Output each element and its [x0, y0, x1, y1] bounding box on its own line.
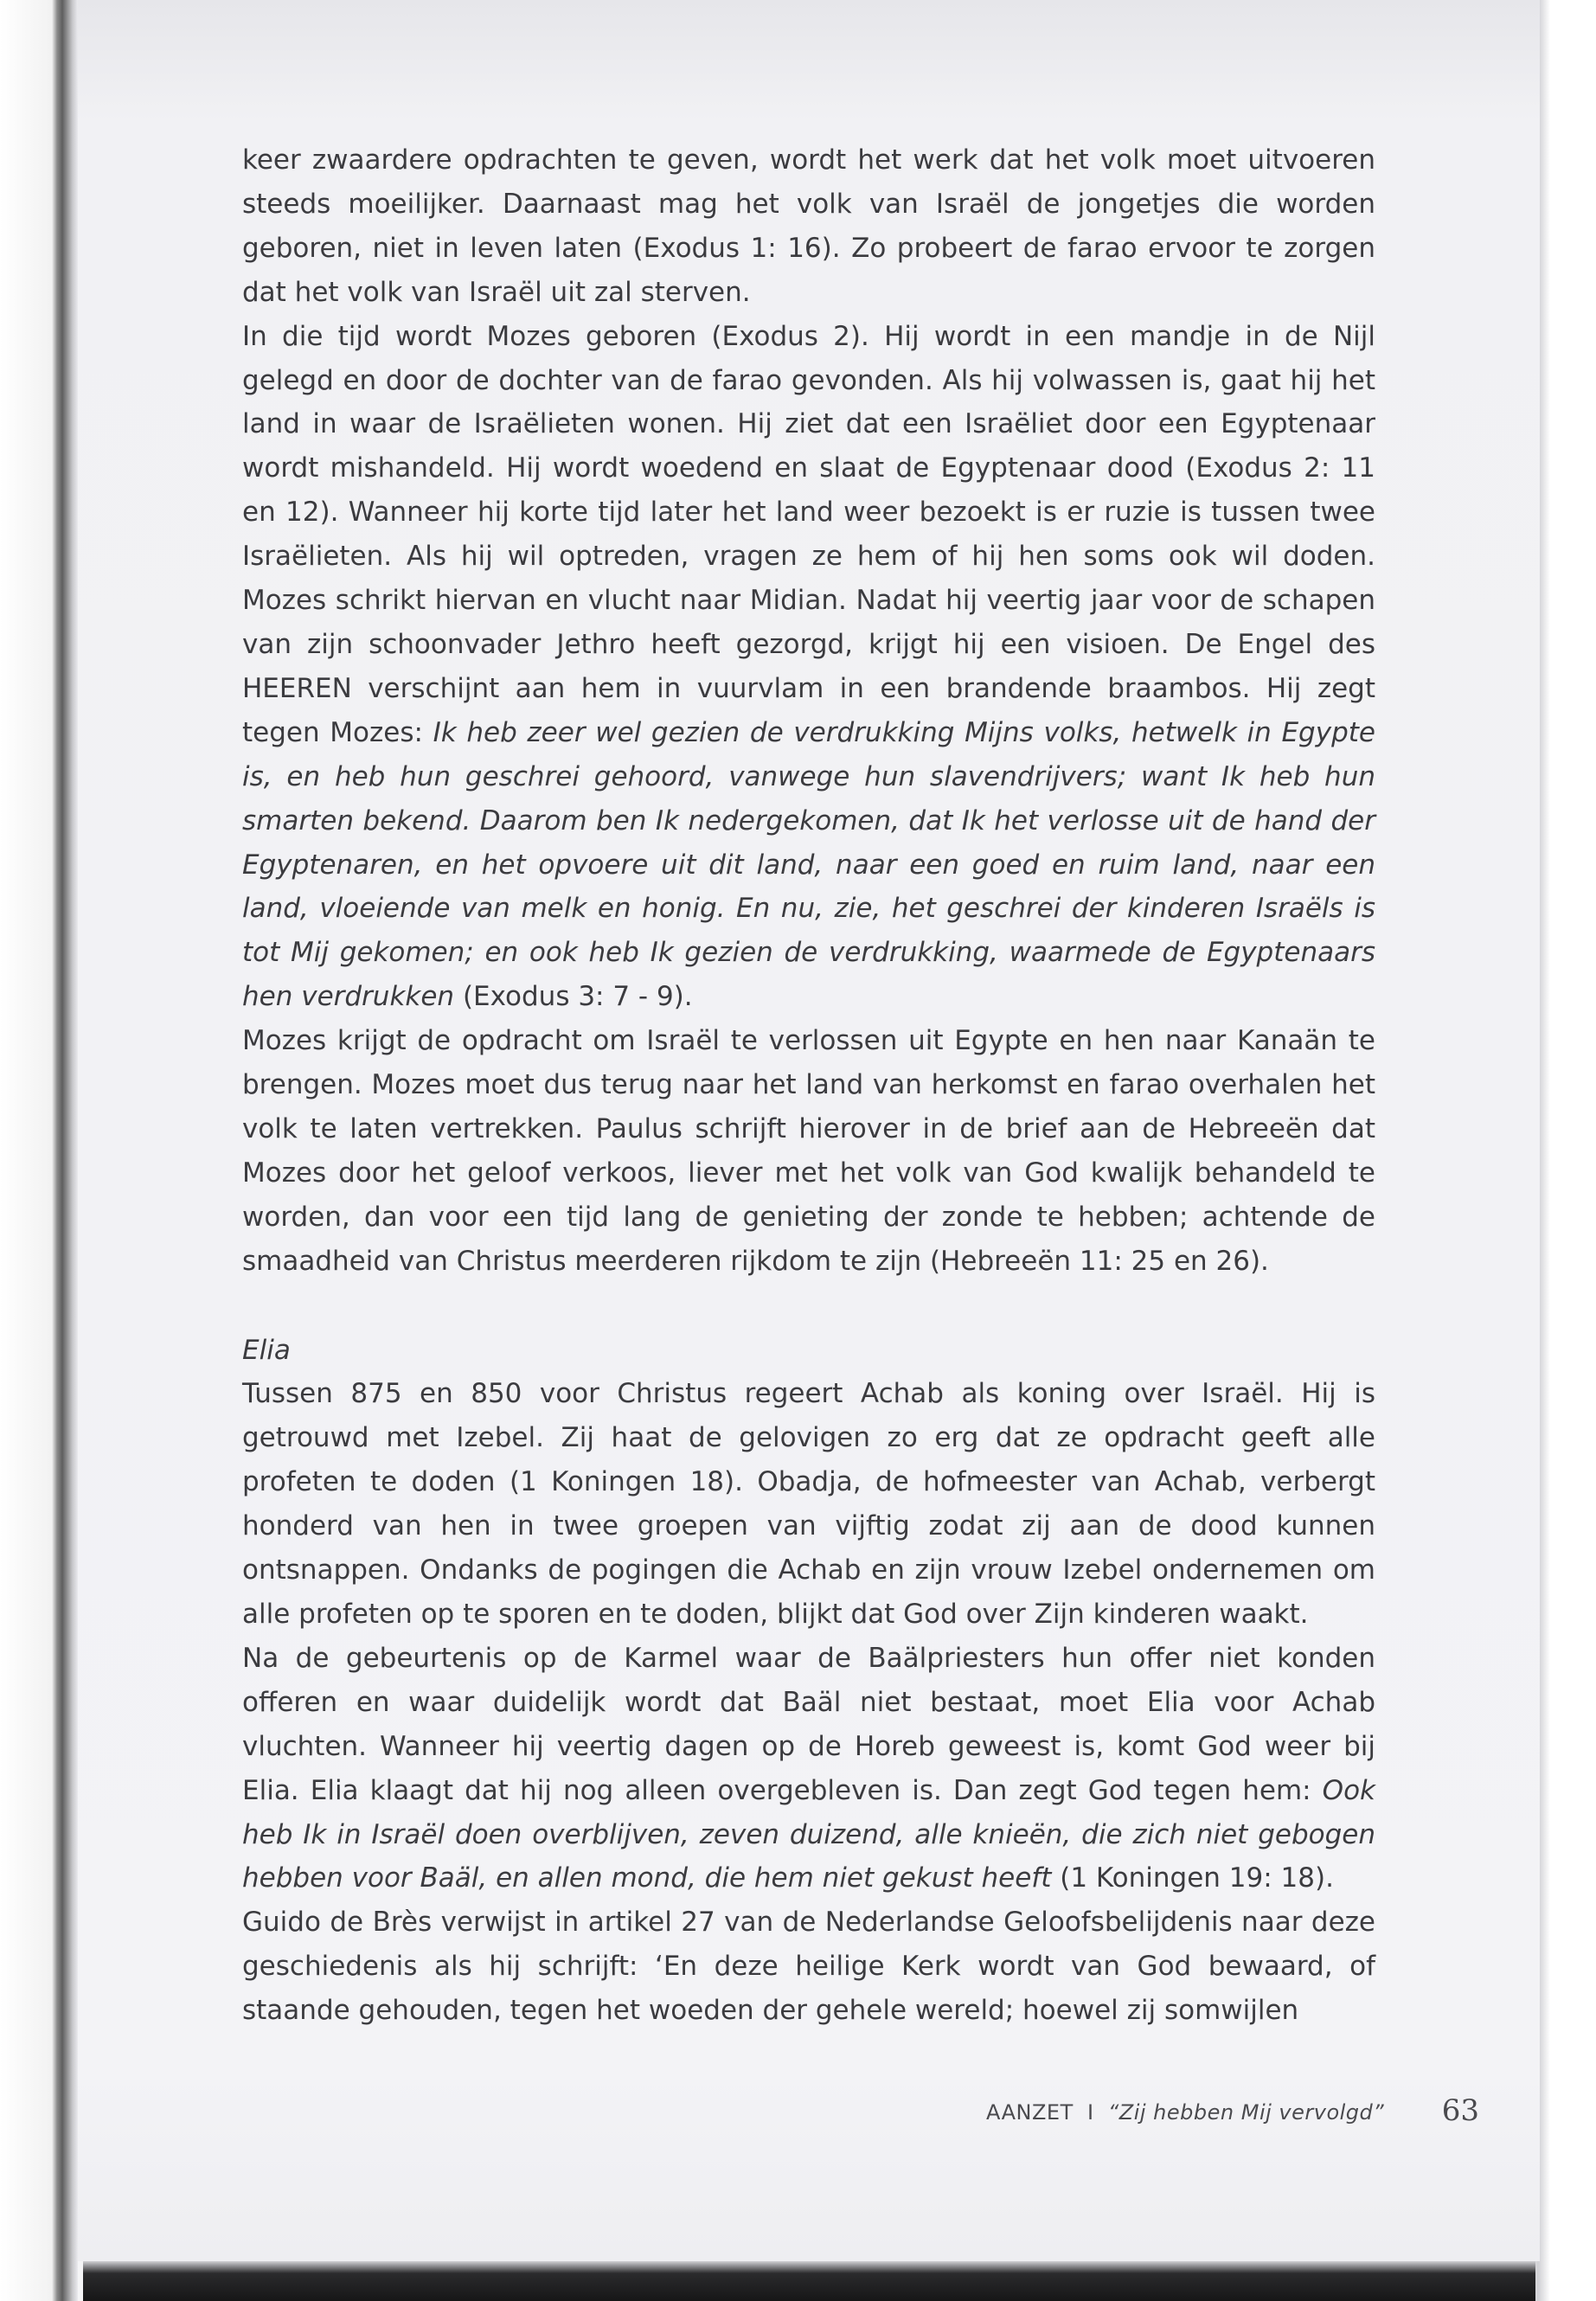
- page-number: 63: [1441, 2093, 1479, 2128]
- section-heading: Elia: [242, 1334, 291, 1366]
- section-paragraph-1-text: Tussen 875 en 850 voor Christus regeert Achab als koning over Israël. Hij is getrouwd met Izebel. Zij haat de gelovigen zo erg dat ze opdracht geeft alle profeten te doden (1 Koningen 18). Obadja, de hofmeester van Achab, verbergt honderd van hen in twee groepen van vijftig zodat zij aan de dood kunnen ontsnappen. Ondanks de pogingen die Achab en zijn vrouw Izebel ondernemen om alle profeten op te sporen en te doden, blijkt dat God over Zijn kinderen waakt.: [242, 1378, 1375, 1630]
- book-page: [78, 0, 1540, 2261]
- paragraph-2-reference: (Exodus 3: 7 - 9).: [454, 981, 693, 1013]
- paragraph-1: [242, 138, 1375, 315]
- paragraph-2-quote: Ik heb zeer wel gezien de verdrukking Mijns volks, hetwelk in Egypte is, en heb hun geschrei gehoord, vanwege hun slavendrijvers; want Ik heb hun smarten bekend. Daarom ben Ik nedergekomen, dat Ik het verlosse uit de hand der Egyptenaren, en het opvoere uit dit land, naar een goed en ruim land, naar een land, vloeiende van melk en honig. En nu, zie, het geschrei der kinderen Israëls is tot Mij gekomen; en ook heb Ik gezien de verdrukking, waarmede de Egyptenaars hen verdrukken: [242, 716, 1375, 1013]
- section-paragraph-2-text: Na de gebeurtenis op de Karmel waar de Baälpriesters hun offer niet konden offeren en waar duidelijk wordt dat Baäl niet bestaat, moet Elia voor Achab vluchten. Wanneer hij veertig dagen op de Horeb geweest is, komt God weer bij Elia. Elia klaagt dat hij nog alleen overgebleven is. Dan zegt God tegen hem:: [242, 1642, 1375, 1806]
- section-gap: [242, 1284, 1375, 1329]
- section-paragraph-1: [242, 1372, 1375, 1636]
- paragraph-3: [242, 1019, 1375, 1283]
- running-head: [986, 2100, 1384, 2125]
- scan-edge-left: [0, 0, 78, 2301]
- body-text: [242, 138, 1375, 2033]
- scan-edge-bottom: [83, 2261, 1535, 2301]
- section-paragraph-3-text: Guido de Brès verwijst in artikel 27 van de Nederlandse Geloofsbelijdenis naar deze geschiedenis als hij schrijft: ‘En deze heilige Kerk wordt van God bewaard, of staande gehouden, tegen het woeden der gehele wereld; hoewel zij somwijlen: [242, 1907, 1375, 2027]
- paragraph-1-text: keer zwaardere opdrachten te geven, wordt het werk dat het volk moet uitvoeren steeds moeilijker. Daarnaast mag het volk van Israël de jongetjes die worden geboren, niet in leven laten (Exodus 1: 16). Zo probeert de farao ervoor te zorgen dat het volk van Israël uit zal sterven.: [242, 144, 1375, 308]
- paragraph-3-text: Mozes krijgt de opdracht om Israël te verlossen uit Egypte en hen naar Kanaän te brengen. Mozes moet dus terug naar het land van herkomst en farao overhalen het volk te laten vertrekken. Paulus schrijft hierover in de brief aan de Hebreeën dat Mozes door het geloof verkoos, liever met het volk van God kwalijk behandeld te worden, dan voor een tijd lang de genieting der zonde te hebben; achtende de smaadheid van Christus meerderen rijkdom te zijn (Hebreeën 11: 25 en 26).: [242, 1025, 1375, 1277]
- section-paragraph-3: [242, 1900, 1375, 2033]
- page-footer: [986, 2090, 1479, 2133]
- section-paragraph-2-reference: (1 Koningen 19: 18).: [1051, 1862, 1334, 1894]
- paragraph-2: [242, 315, 1375, 1020]
- scan-edge-right: [1531, 0, 1596, 2301]
- running-head-label: AANZET: [986, 2100, 1074, 2125]
- section-paragraph-2: [242, 1637, 1375, 1900]
- running-head-separator: I: [1087, 2100, 1094, 2125]
- running-head-title: “Zij hebben Mij vervolgd”: [1107, 2100, 1385, 2125]
- paragraph-2-text: In die tijd wordt Mozes geboren (Exodus 2). Hij wordt in een mandje in de Nijl gelegd en door de dochter van de farao gevonden. Als hij volwassen is, gaat hij het land in waar de Israëlieten wonen. Hij ziet dat een Israëliet door een Egyptenaar wordt mishandeld. Hij wordt woedend en slaat de Egyptenaar dood (Exodus 2: 11 en 12). Wanneer hij korte tijd later het land weer bezoekt is er ruzie is tussen twee Israëlieten. Als hij wil optreden, vragen ze hem of hij hen soms ook wil doden. Mozes schrikt hiervan en vlucht naar Midian. Nadat hij veertig jaar voor de schapen van zijn schoonvader Jethro heeft gezorgd, krijgt hij een visioen. De Engel des HEEREN verschijnt aan hem in vuurvlam in een brandende braambos. Hij zegt tegen Mozes:: [242, 320, 1375, 748]
- section-paragraph-2-quote: Ook heb Ik in Israël doen overblijven, zeven duizend, alle knieën, die zich niet gebogen hebben voor Baäl, en allen mond, die hem niet gekust heeft: [242, 1774, 1375, 1894]
